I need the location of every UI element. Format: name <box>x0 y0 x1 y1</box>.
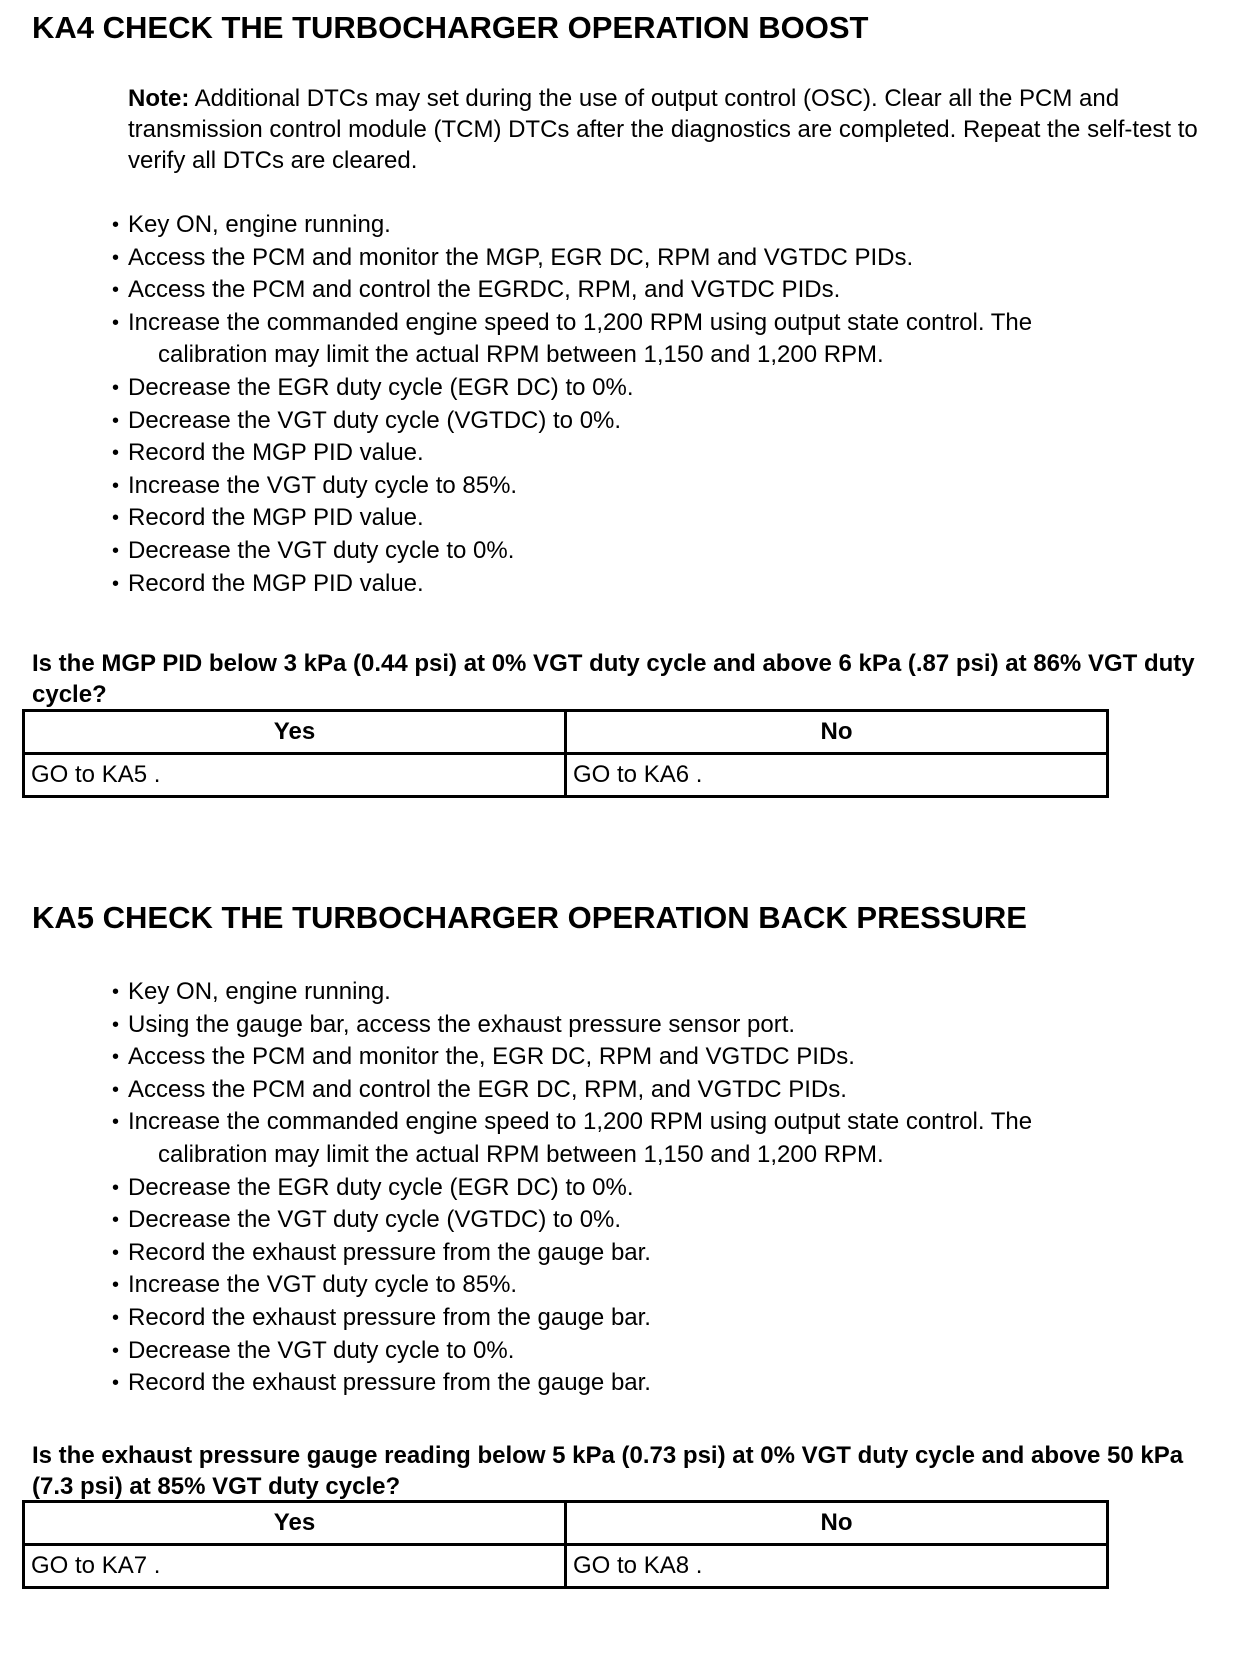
question-ka5: Is the exhaust pressure gauge reading below 5 kPa (0.73 psi) at 0% VGT duty cycle and above 50 kPa (7.3 psi) at 85% VGT duty cycle? <box>32 1442 1184 1500</box>
header-no: No <box>566 1502 1108 1545</box>
bullet-icon: • <box>112 1209 120 1232</box>
cell-no-action: GO to KA8 . <box>566 1545 1108 1588</box>
header-no: No <box>566 711 1108 754</box>
note-text: Additional DTCs may set during the use of output control (OSC). Clear all the PCM and transmission control module (TCM) DTCs after the diagnostics are completed. Repeat the self-test to verify all DTCs are cleared. <box>128 85 1198 174</box>
step-item: • Increase the VGT duty cycle to 85%. <box>110 1269 1220 1302</box>
bullet-icon: • <box>112 214 120 236</box>
step-item: • Decrease the EGR duty cycle (EGR DC) to 0%. <box>110 1172 1220 1205</box>
bullet-icon: • <box>112 1013 120 1036</box>
bullet-icon: • <box>112 1306 120 1329</box>
step-item: • Decrease the EGR duty cycle (EGR DC) to 0%. <box>110 372 1220 405</box>
bullet-icon: • <box>112 1046 120 1069</box>
step-item: • Increase the commanded engine speed to 1,200 RPM using output state control. The calibration may limit the actual RPM between 1,150 and 1,200 RPM. <box>112 308 1033 369</box>
bullet-icon: • <box>112 311 120 334</box>
cell-yes-action: GO to KA7 . <box>24 1545 566 1588</box>
bullet-icon: • <box>112 279 120 302</box>
bullet-icon: • <box>112 376 120 399</box>
table-header-row <box>24 1502 1108 1545</box>
answer-table-ka5 <box>22 1500 1109 1589</box>
bullet-icon: • <box>112 1372 120 1395</box>
cell-yes-action: GO to KA5 . <box>24 754 566 797</box>
question-ka4: Is the MGP PID below 3 kPa (0.44 psi) at 0% VGT duty cycle and above 6 kPa (.87 psi) at 86% VGT duty cycle? <box>32 650 1195 708</box>
step-item: • Access the PCM and control the EGRDC, RPM, and VGTDC PIDs. <box>110 274 1220 307</box>
step-item: • Record the exhaust pressure from the gauge bar. <box>110 1302 1220 1335</box>
table-row <box>24 1545 1108 1588</box>
bullet-icon: • <box>112 246 120 269</box>
table-header-row <box>24 711 1108 754</box>
step-item: • Record the MGP PID value. <box>110 437 1220 470</box>
bullet-icon: • <box>112 507 120 530</box>
step-item: • Increase the VGT duty cycle to 85%. <box>110 470 1220 503</box>
bullet-icon: • <box>112 442 120 465</box>
steps-list-ka4 <box>110 209 1220 600</box>
bullet-icon: • <box>112 474 120 497</box>
step-item: • Access the PCM and monitor the MGP, EGR DC, RPM and VGTDC PIDs. <box>110 242 1220 275</box>
note-ka4 <box>128 83 1218 176</box>
step-item: • Record the exhaust pressure from the gauge bar. <box>110 1237 1220 1270</box>
header-yes: Yes <box>24 1502 566 1545</box>
header-yes: Yes <box>24 711 566 754</box>
step-item: • Record the exhaust pressure from the gauge bar. <box>110 1367 1220 1400</box>
bullet-icon: • <box>112 572 120 595</box>
bullet-icon: • <box>112 1078 120 1101</box>
cell-no-action: GO to KA6 . <box>566 754 1108 797</box>
step-item: • Key ON, engine running. <box>110 976 1220 1009</box>
bullet-icon: • <box>112 409 120 432</box>
table-row <box>24 754 1108 797</box>
step-item: • Decrease the VGT duty cycle to 0%. <box>110 535 1220 568</box>
step-item: • Using the gauge bar, access the exhaust pressure sensor port. <box>110 1009 1220 1042</box>
bullet-icon: • <box>112 1339 120 1362</box>
step-item: • Record the MGP PID value. <box>110 568 1220 601</box>
bullet-icon: • <box>112 539 120 562</box>
step-item: • Decrease the VGT duty cycle (VGTDC) to 0%. <box>110 405 1220 438</box>
note-label: Note: <box>128 85 190 112</box>
step-item: • Increase the commanded engine speed to 1,200 RPM using output state control. The calibration may limit the actual RPM between 1,150 and 1,200 RPM. <box>112 1108 1033 1168</box>
step-item: • Key ON, engine running. <box>110 209 1220 242</box>
bullet-icon: • <box>112 1111 120 1134</box>
step-item: • Decrease the VGT duty cycle to 0%. <box>110 1335 1220 1368</box>
step-item: • Access the PCM and monitor the, EGR DC, RPM and VGTDC PIDs. <box>110 1041 1220 1074</box>
bullet-icon: • <box>112 1274 120 1297</box>
bullet-icon: • <box>112 1241 120 1264</box>
step-item: • Access the PCM and control the EGR DC, RPM, and VGTDC PIDs. <box>110 1074 1220 1107</box>
answer-table-ka4 <box>22 709 1109 798</box>
section-title-ka4: KA4 CHECK THE TURBOCHARGER OPERATION BOOST <box>32 10 869 45</box>
bullet-icon: • <box>112 981 120 1003</box>
section-title-ka5: KA5 CHECK THE TURBOCHARGER OPERATION BACK PRESSURE <box>32 900 1027 935</box>
bullet-icon: • <box>112 1176 120 1199</box>
step-item: • Decrease the VGT duty cycle (VGTDC) to 0%. <box>110 1204 1220 1237</box>
step-item: • Record the MGP PID value. <box>110 502 1220 535</box>
steps-list-ka5 <box>110 976 1220 1400</box>
